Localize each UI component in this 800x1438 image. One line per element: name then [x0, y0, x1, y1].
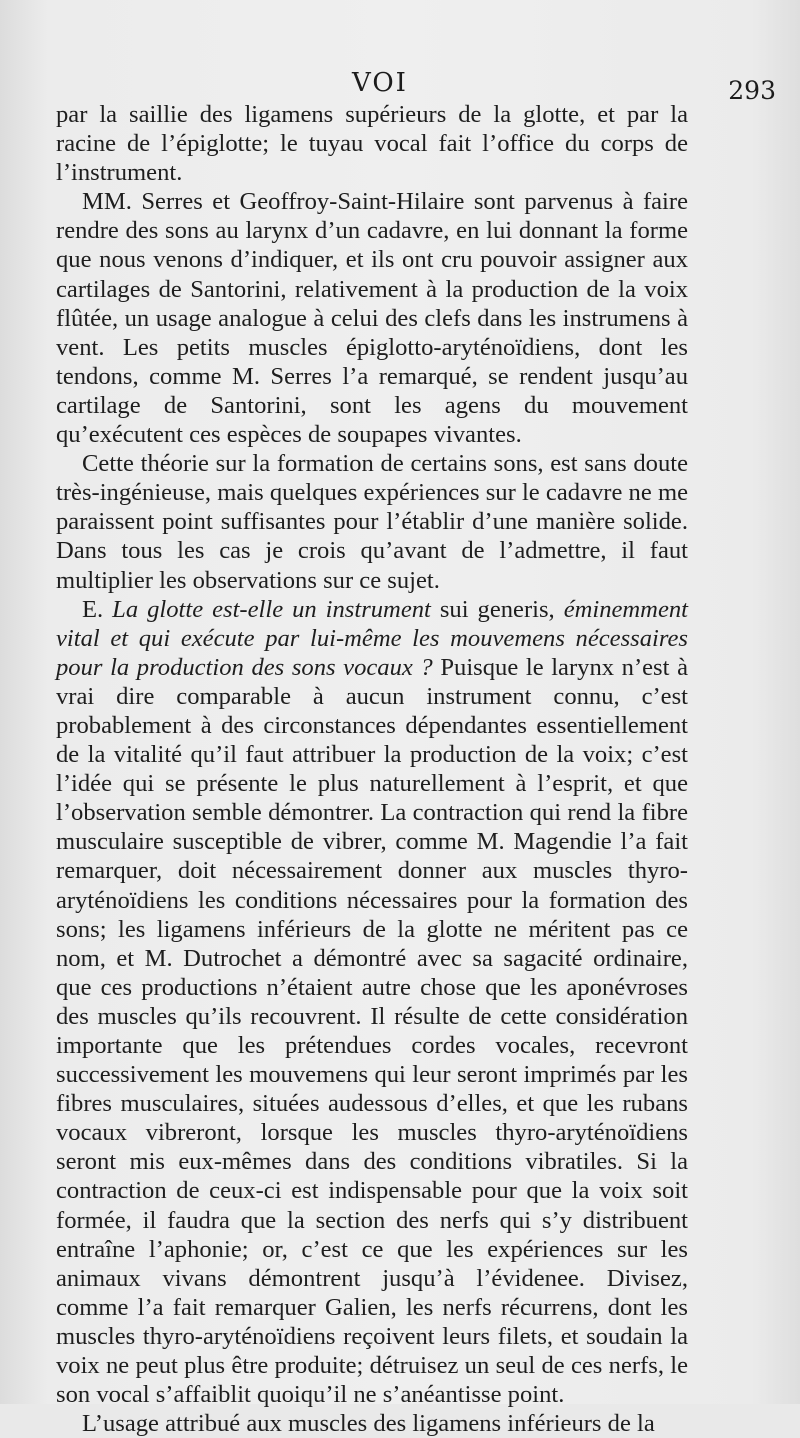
italic-question-part-1: La glotte est-elle un instrument: [112, 595, 431, 623]
paragraph-5: L’usage attribué aux muscles des ligamens inférieurs de la: [82, 1410, 655, 1438]
body-text: [56, 100, 688, 1438]
paragraph-1: par la saillie des ligamens supérieurs de la glotte, et par la racine de l’épiglotte; le tuyau vocal fait l’office du corps de l’instrument.: [56, 101, 688, 187]
latin-phrase: sui generis,: [439, 595, 555, 623]
section-letter: E.: [82, 595, 104, 623]
paragraph-4-body: Puisque le larynx n’est à vrai dire comparable à aucun instrument connu, c’est probablement à des circonstances dépendantes essentiellement de la vitalité qu’il faut attribuer la production de la voix; c’est l’idée qui se présente le plus naturellement à l’esprit, et que l’observation semble démontrer. La contraction qui rend la fibre musculaire susceptible de vibrer, comme M. Magendie l’a fait remarquer, doit nécessairement donner aux muscles thyro-aryténoïdiens les conditions nécessaires pour la formation des sons; les ligamens inférieurs de la glotte ne méritent pas ce nom, et M. Dutrochet a démontré avec sa sagacité ordinaire, que ces productions n’étaient autre chose que les aponévroses des muscles qu’ils recouvrent. Il résulte de cette considération importante que les prétendues cordes vocales, recevront successivement les mouvemens qui leur seront imprimés par les fibres musculaires, situées audessous d’elles, et que les rubans vocaux vibreront, lorsque les muscles thyro-aryténoïdiens seront mis eux-mêmes dans des conditions vibratiles. Si la contraction de ceux-ci est indispensable pour que la voix soit formée, il faudra que la section des nerfs qui s’y distribuent entraîne l’aphonie; or, c’est ce que les expériences sur les animaux vivans démontrent jusqu’à l’évidenee. Divisez, comme l’a fait remarquer Galien, les nerfs récurrens, dont les muscles thyro-aryténoïdiens reçoivent leurs filets, et soudain la voix ne peut plus être produite; détruisez un seul de ces nerfs, le son vocal s’affaiblit quoiqu’il ne s’anéantisse point.: [56, 653, 688, 1409]
paragraph-3: Cette théorie sur la formation de certains sons, est sans doute très-ingénieuse, mais quelques expériences sur le cadavre ne me paraissent point suffisantes pour l’établir d’une manière solide. Dans tous les cas je crois qu’avant de l’admettre, il faut multiplier les observations sur ce sujet.: [56, 450, 688, 594]
running-head: VOI: [352, 68, 408, 98]
italic-question-part-2: éminemment vital et qui exécute par lui-même les mouvemens nécessaires pour la production des sons vocaux ?: [56, 595, 688, 681]
page-number: 293: [728, 76, 776, 105]
paragraph-4: [56, 595, 688, 1410]
paragraph-2: MM. Serres et Geoffroy-Saint-Hilaire sont parvenus à faire rendre des sons au larynx d’un cadavre, en lui donnant la forme que nous venons d’indiquer, et ils ont cru pouvoir assigner aux cartilages de Santorini, relativement à la production de la voix flûtée, un usage analogue à celui des clefs dans les instrumens à vent. Les petits muscles épiglotto-aryténoïdiens, dont les tendons, comme M. Serres l’a remarqué, se rendent jusqu’au cartilage de Santorini, sont les agens du mouvement qu’exécutent ces espèces de soupapes vivantes.: [56, 188, 688, 449]
